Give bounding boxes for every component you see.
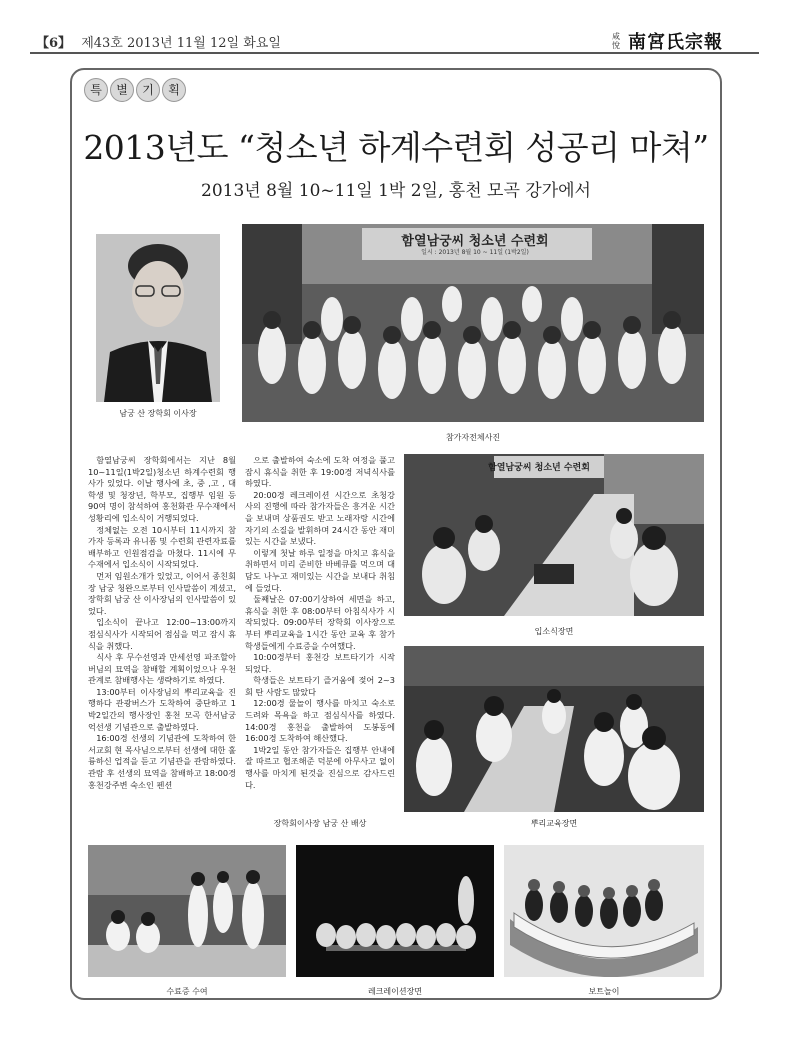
portrait-caption: 남궁 산 장학회 이사장	[119, 409, 197, 418]
masthead	[612, 28, 723, 54]
section-tag-char: 특	[84, 78, 108, 102]
article-column-1	[88, 455, 236, 791]
paragraph: 13:00부터 이사장님의 뿌리교육을 진행하다 관광버스가 도착하여 중단하고 1박2일간의 행사장인 홍천 모곡 한서남궁 억선생 기념관으로 출발하였다.	[88, 686, 236, 732]
paragraph: 정체없는 오전 10시부터 11시까지 참가자 등록과 유니폼 및 수련회 관련자료를 배부하고 인원점검을 마쳤다. 11시에 무수재에서 입소식이 시작되었다.	[88, 524, 236, 570]
boat-caption: 보트놀이	[588, 987, 620, 996]
paragraph: 둘째날은 07:00기상하여 세면을 하고, 휴식을 취한 후 08:00부터 아침식사가 시작되었다. 09:00부터 장학회 이사장으로부터 뿌리교육을 1시간 동안 교육 후 참가학생들에게 수료증을 수여했다.	[245, 594, 395, 651]
paragraph: 입소식이 끝나고 12:00~13:00까지 점심식사가 시작되어 점심을 먹고 잠시 휴식을 취했다.	[88, 617, 236, 651]
portrait-photo	[96, 234, 220, 402]
section-tag-char: 별	[110, 78, 134, 102]
section-tag-char: 획	[162, 78, 186, 102]
section-tag	[84, 78, 186, 102]
article-column-2	[245, 455, 395, 791]
paragraph: 함열남궁씨 장학회에서는 지난 8월 10~11일(1박2일)청소년 하계수련회 행사가 있었다. 이날 행사에 초, 중 ,고 , 대학생 및 청장년, 학부모, 집행부 임원 등 90여 명이 참석하여 홍천화관 무수재에서 성황리에 입소식이 거행되었다.	[88, 455, 236, 523]
roots-caption: 뿌리교육장면	[530, 819, 578, 828]
page-number: 【6】	[36, 36, 72, 51]
paragraph: 12:00경 물놀이 행사를 마치고 숙소로 드려와 목욕을 하고 점심식사를 하였다. 14:00경 홍천을 출발하여 도봉동에 16:00경 도착하여 해산했다.	[245, 698, 395, 744]
paragraph: 10:00경부터 홍천강 보트타기가 시작되었다.	[245, 652, 395, 674]
paragraph: 1박2일 동안 참가자들은 집행부 안내에 잘 따르고 협조해준 덕분에 아무사고 없이 행사를 마치게 된것을 진심으로 감사드린다.	[245, 744, 395, 790]
speech-caption: 장학회이사장 남궁 산 배상	[273, 819, 367, 828]
banner-subtext: 일시 : 2013년 8월 10 ~ 11일 (1박2일)	[421, 249, 529, 256]
group-caption: 참가자전체사진	[445, 433, 501, 442]
masthead-small-2: 悅	[612, 41, 620, 50]
boat-photo	[504, 845, 704, 977]
paragraph: 16:00경 선생의 기념관에 도착하여 한서교회 현 목사님으로부터 선생에 대한 훌륭하신 업적을 듣고 기념관을 관람하였다. 관람 후 선생의 묘역을 참배하고 18:00경 홍천강주변 숙소인 펜션	[88, 733, 236, 790]
paragraph: 학생들은 보트타기 즐거움에 젖어 2~3회 탄 사람도 많았다	[245, 675, 395, 697]
lunch-photo	[404, 454, 704, 616]
issue-date: 제43호 2013년 11월 12일 화요일	[81, 36, 281, 51]
roots-education-photo	[404, 646, 704, 812]
masthead-small-1: 咸	[612, 32, 620, 41]
article-subtitle: 2013년 8월 10~11일 1박 2일, 홍천 모곡 강가에서	[201, 181, 591, 201]
masthead-title: 南宮氏宗報	[628, 32, 723, 53]
section-tag-char: 기	[136, 78, 160, 102]
paragraph: 으로 출발하여 숙소에 도착 여정을 풀고 잠시 휴식을 취한 후 19:00경 저녁식사를 하였다.	[245, 455, 395, 489]
paragraph: 먼저 임원소개가 있었고, 이어서 종친회장 남궁 청완으로부터 인사말씀이 계셨고, 장학회 남궁 산 이사장님의 인사말씀이 있었다.	[88, 570, 236, 616]
banner2-text: 함열남궁씨 청소년 수련회	[488, 463, 590, 473]
lunch-caption: 입소식장면	[534, 627, 574, 636]
paragraph: 식사 후 무수선영과 만세선영 파조할아버님의 묘역을 참배할 계획이었으나 우천관계로 참배행사는 생략하기로 하였다.	[88, 652, 236, 686]
paragraph: 20:00경 레크레이션 시간으로 초청강사의 진행에 따라 참가자들은 흥겨운 시간을 보내며 상품권도 받고 노래자랑 시간에 자기의 소질을 발휘하며 24시간 동안 재미있는 시간을 보냈다.	[245, 489, 395, 547]
recreation-photo	[296, 845, 494, 977]
issue-header	[36, 32, 281, 51]
paragraph: 이렇게 첫날 하루 일정을 마치고 휴식을 취하면서 미리 준비한 바베큐를 먹으며 대담도 나누고 재미있는 시간을 보내다 취침에 들었다.	[245, 547, 395, 593]
recreation-caption: 레크레이션장면	[367, 987, 423, 996]
masthead-small-chars	[612, 32, 620, 50]
award-caption: 수료증 수여	[166, 987, 208, 996]
banner-text: 함열남궁씨 청소년 수련회	[401, 234, 549, 249]
award-photo	[88, 845, 286, 977]
article-title: 2013년도 “청소년 하계수련회 성공리 마쳐”	[83, 128, 709, 167]
header-rule	[30, 52, 759, 54]
